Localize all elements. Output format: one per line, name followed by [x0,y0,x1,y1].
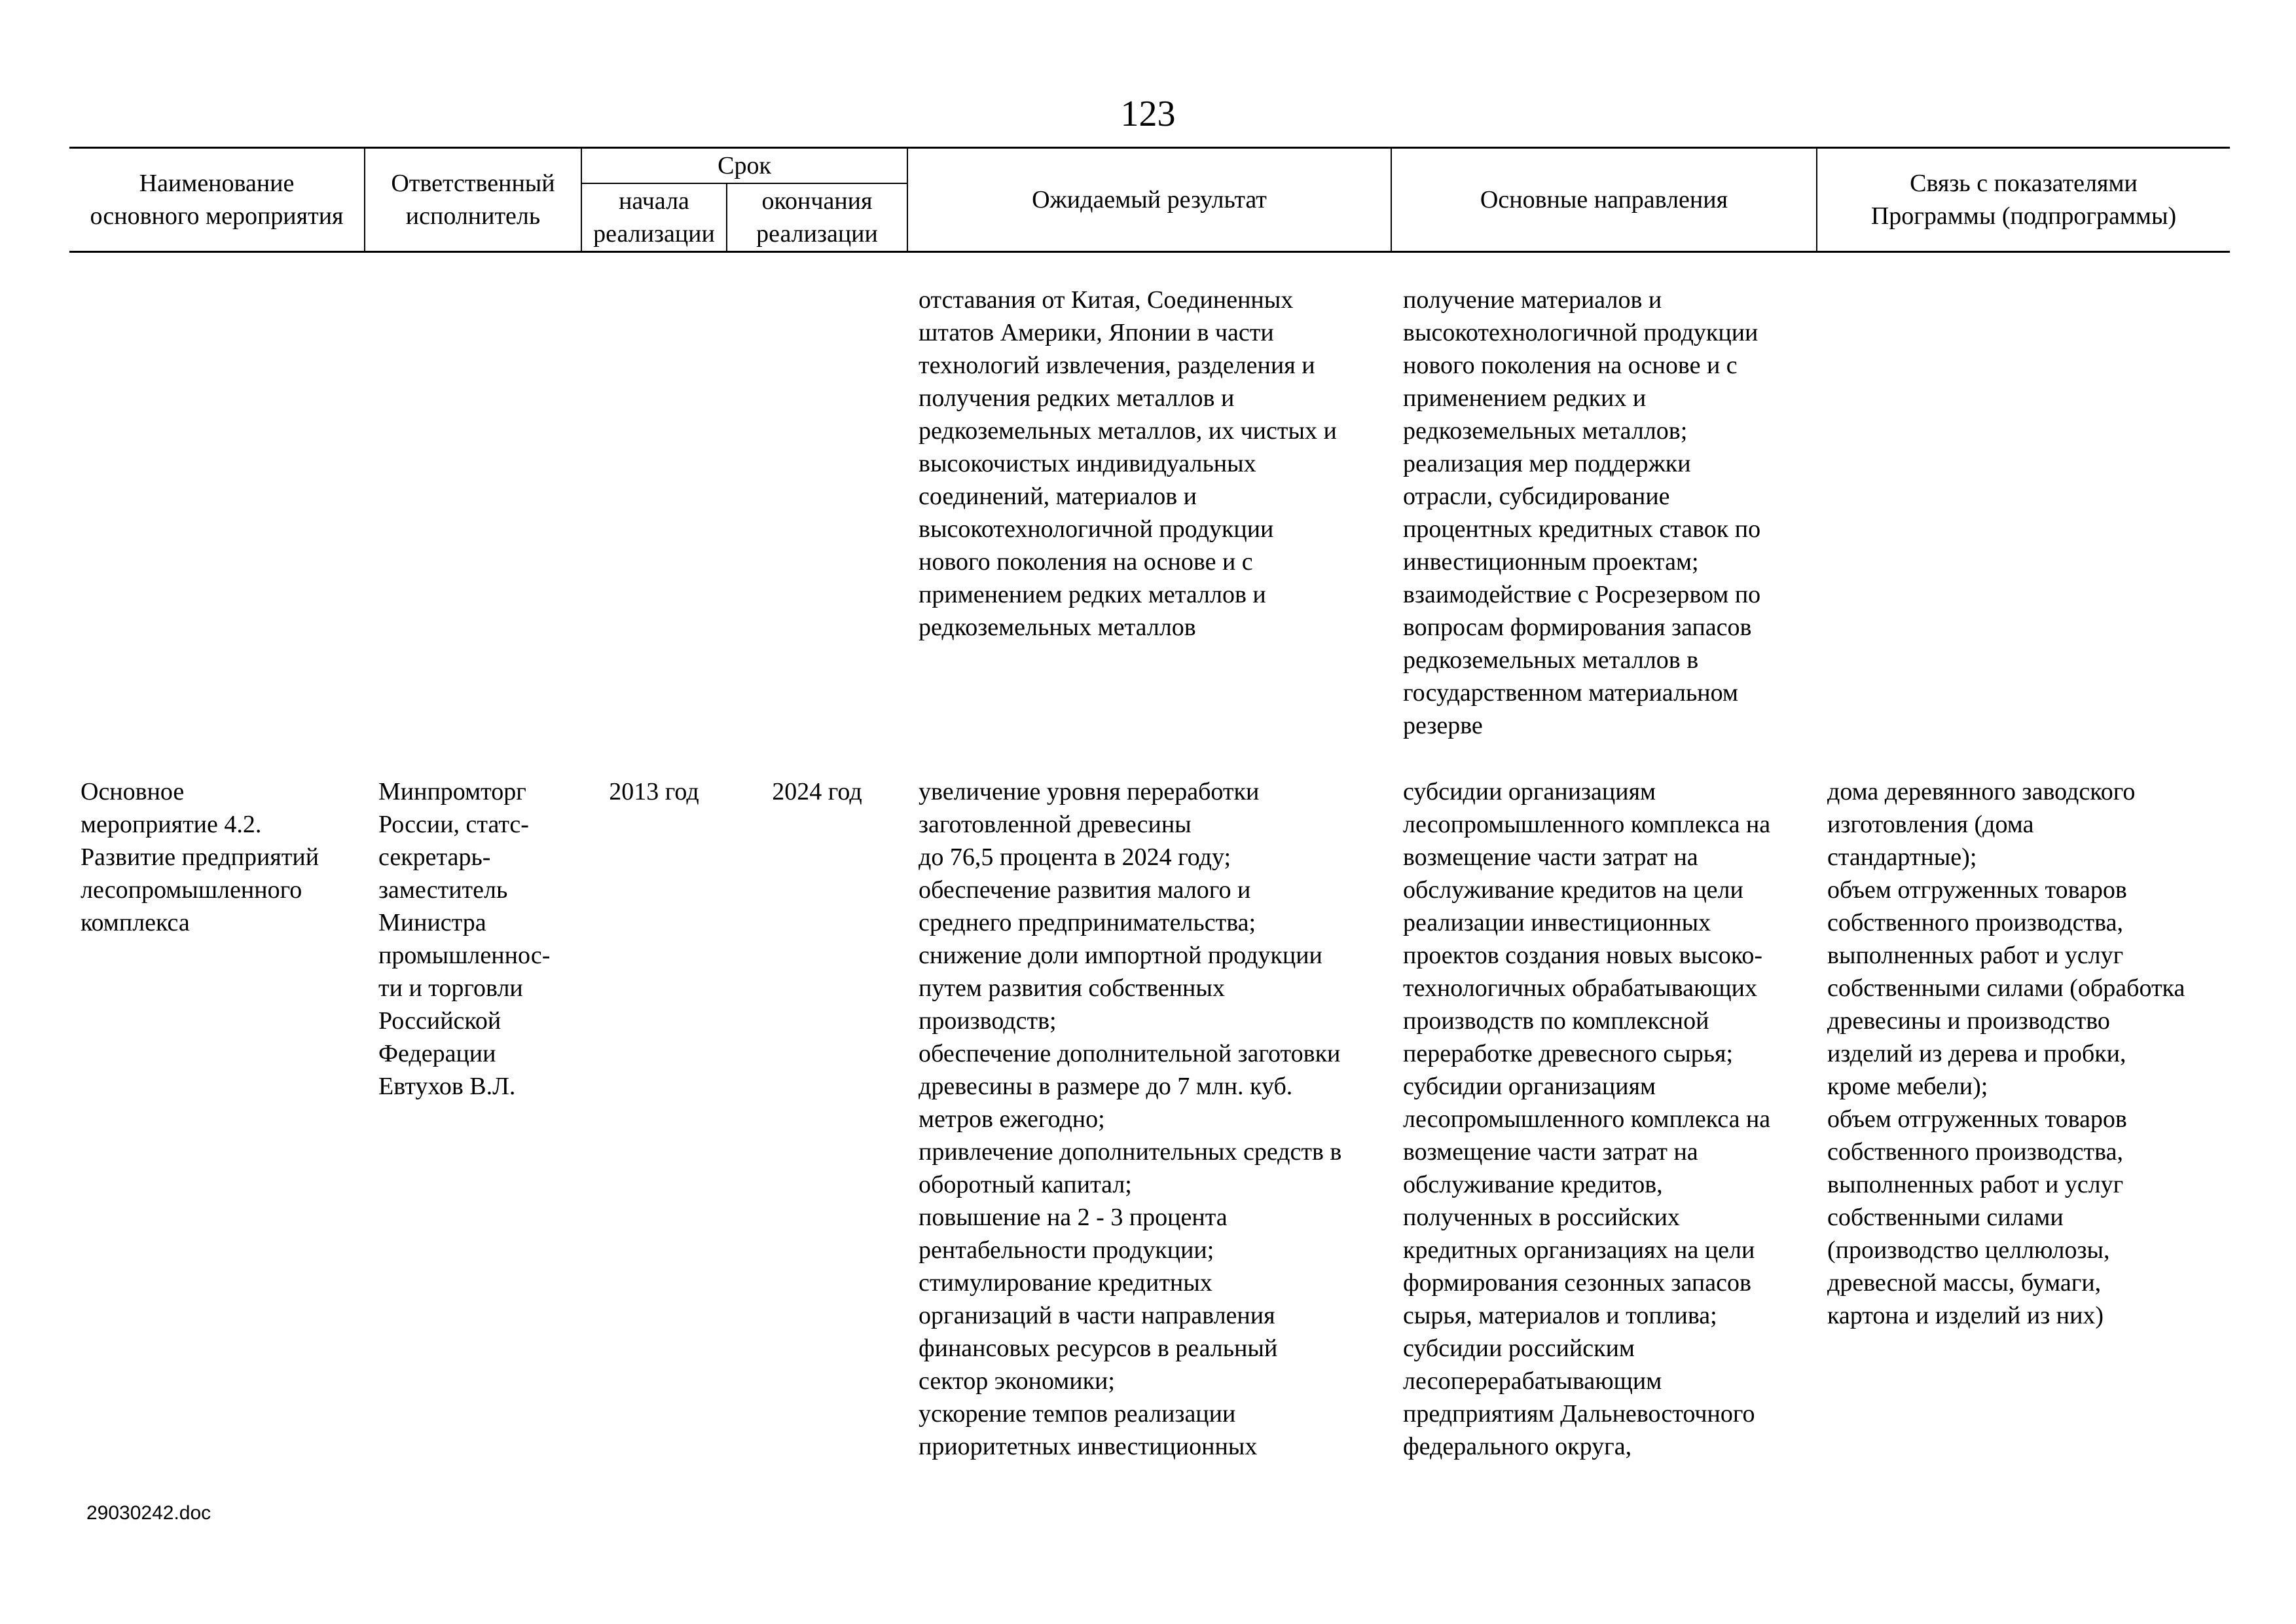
row2-main-directions: субсидии организациям лесопромышленного комплекса на возмещение части затрат на обслуживание кредитов на цели реализации инвестиционных проектов создания новых высоко- технологичных обрабатывающих производств по комплексной переработке древесного сырья; субсидии организациям лесопромышленного комплекса на возмещение части затрат на обслуживание кредитов, полученных в российских кредитных организациях на цели формирования сезонных запасов сырья, материалов и топлива; субсидии российским лесоперерабатывающим предприятиям Дальневосточного федерального округа, [1403,778,1771,1460]
header-term: Срок [718,152,771,179]
table-header [69,147,2230,253]
row2-expected-result: увеличение уровня переработки заготовленной древесины до 76,5 процента в 2024 году; обеспечение развития малого и среднего предпринимательства; снижение доли импортной продукции путем развития собственных производств; обеспечение дополнительной заготовки древесины в размере до 7 млн. куб. метров ежегодно; привлечение дополнительных средств в оборотный капитал; повышение на 2 - 3 процента рентабельности продукции; стимулирование кредитных организаций в части направления финансовых ресурсов в реальный сектор экономики; ускорение темпов реализации приоритетных инвестиционных [919,778,1342,1460]
row2-end-year: 2024 год [772,778,862,805]
header-program-indicators: Связь с показателями Программы (подпрограммы) [1870,170,2177,230]
header-executor: Ответственный исполнитель [391,170,555,230]
program-table [69,147,2230,253]
header-activity-name: Наименование основного мероприятия [90,170,344,230]
header-expected-result: Ожидаемый результат [1032,186,1267,213]
row1-expected-result: отставания от Китая, Соединенных штатов Америки, Японии в части технологий извлечения, разделения и получения редких металлов и редкоземельных металлов, их чистых и высокочистых индивидуальных соединений, материалов и высокотехнологичной продукции нового поколения на основе и с применением редких металлов и редкоземельных металлов [919,286,1337,641]
row2-program-indicators: дома деревянного заводского изготовления (дома стандартные); объем отгруженных товаров собственного производства, выполненных работ и услуг собственными силами (обработка древесины и производство изделий из дерева и пробки, кроме мебели); объем отгруженных товаров собственного производства, выполненных работ и услуг собственными силами (производство целлюлозы, древесной массы, бумаги, картона и изделий из них) [1827,778,2185,1329]
row1-main-directions: получение материалов и высокотехнологичной продукции нового поколения на основе и с применением редких и редкоземельных металлов; реализация мер поддержки отрасли, субсидирование процентных кредитных ставок по инвестиционным проектам; взаимодействие с Росрезервом по вопросам формирования запасов редкоземельных металлов в государственном материальном резерве [1403,286,1761,739]
header-main-directions: Основные направления [1480,186,1728,213]
header-term-start: начала реализации [593,187,715,248]
header-term-end: окончания реализации [756,187,878,248]
page-number: 123 [1120,94,1176,134]
row2-activity-name: Основное мероприятие 4.2. Развитие предприятий лесопромышленного комплекса [81,778,319,936]
row2-executor: Минпромторг России, статс- секретарь- заместитель Министра промышленнос- ти и торговли Российской Федерации Евтухов В.Л. [378,778,551,1100]
document-filename: 29030242.doc [86,1502,211,1524]
row2-start-year: 2013 год [609,778,699,805]
